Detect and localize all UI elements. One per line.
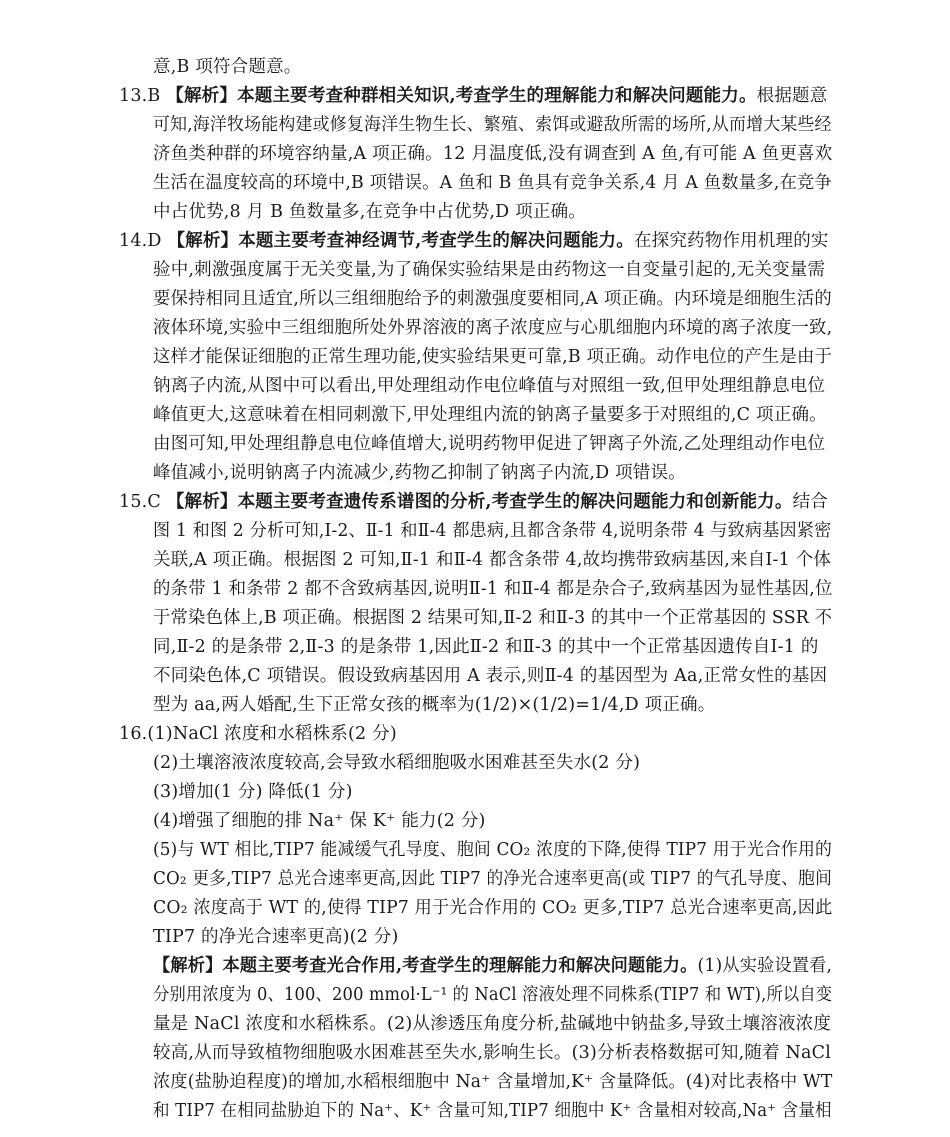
- text-line: 14.D 【解析】本题主要考查神经调节,考查学生的解决问题能力。在探究药物作用机理的实: [119, 231, 829, 251]
- analysis-lead: 【解析】本题主要考查遗传系谱图的分析,考查学生的解决问题能力和创新能力。: [166, 492, 793, 512]
- text-line: (4)增强了细胞的排 Na⁺ 保 K⁺ 能力(2 分): [153, 811, 486, 831]
- text-line: (5)与 WT 相比,TIP7 能减缓气孔导度、胞间 CO₂ 浓度的下降,使得 TIP7 用于光合作用的: [153, 840, 833, 860]
- text-line: 济鱼类种群的环境容纳量,A 项正确。12 月温度低,没有调查到 A 鱼,有可能 A 鱼更喜欢: [153, 144, 833, 164]
- text-line: 液体环境,实验中三组细胞所处外界溶液的离子浓度应与心肌细胞内环境的离子浓度一致,: [153, 318, 833, 338]
- text-line: 这样才能保证细胞的正常生理功能,使实验结果更可靠,B 项正确。动作电位的产生是由于: [153, 347, 833, 367]
- analysis-lead: 【解析】本题主要考查光合作用,考查学生的理解能力和解决问题能力。: [153, 956, 698, 976]
- text-line: 16.(1)NaCl 浓度和水稻株系(2 分): [119, 724, 397, 744]
- text-line: 的条带 1 和条带 2 都不含致病基因,说明Ⅱ-1 和Ⅱ-4 都是杂合子,致病基因为显性基因,位: [153, 579, 833, 599]
- text-line: (3)增加(1 分) 降低(1 分): [153, 782, 353, 802]
- text-line: 图 1 和图 2 分析可知,Ⅰ-2、Ⅱ-1 和Ⅱ-4 都患病,且都含条带 4,说明条带 4 与致病基因紧密: [153, 521, 832, 541]
- text-line: 【解析】本题主要考查光合作用,考查学生的理解能力和解决问题能力。(1)从实验设置看,: [153, 956, 833, 976]
- text-line: 关联,A 项正确。根据图 2 可知,Ⅱ-1 和Ⅱ-4 都含条带 4,故均携带致病基因,来自Ⅰ-1 个体: [153, 550, 832, 570]
- text-line: 要保持相同且适宜,所以三组细胞给予的刺激强度要相同,A 项正确。内环境是细胞生活的: [153, 289, 832, 309]
- text-line: 由图可知,甲处理组静息电位峰值增大,说明药物甲促进了钾离子外流,乙处理组动作电位: [153, 434, 826, 454]
- text-line: 13.B 【解析】本题主要考查种群相关知识,考查学生的理解能力和解决问题能力。根据题意: [119, 86, 828, 106]
- text-line: 较高,从而导致植物细胞吸水困难甚至失水,影响生长。(3)分析表格数据可知,随着 NaCl: [153, 1043, 832, 1063]
- text-line: 量是 NaCl 浓度和水稻株系。(2)从渗透压角度分析,盐碱地中钠盐多,导致土壤溶液浓度: [153, 1014, 832, 1034]
- text-line: TIP7 的净光合速率更高)(2 分): [153, 927, 399, 947]
- text-line: 分别用浓度为 0、100、200 mmol·L⁻¹ 的 NaCl 溶液处理不同株系(TIP7 和 WT),所以自变: [153, 985, 833, 1005]
- text-line: 15.C 【解析】本题主要考查遗传系谱图的分析,考查学生的解决问题能力和创新能力。结合: [119, 492, 828, 512]
- text-line: 可知,海洋牧场能构建或修复海洋生物生长、繁殖、索饵或避敌所需的场所,从而增大某些经: [153, 115, 832, 135]
- analysis-lead: 【解析】本题主要考查种群相关知识,考查学生的理解能力和解决问题能力。: [166, 86, 757, 106]
- text-line: 生活在温度较高的环境中,B 项错误。A 鱼和 B 鱼具有竞争关系,4 月 A 鱼数量多,在竞争: [153, 173, 832, 193]
- text-line: CO₂ 更多,TIP7 总光合速率更高,因此 TIP7 的净光合速率更高(或 TIP7 的气孔导度、胞间: [153, 869, 832, 889]
- text-line: 和 TIP7 在相同盐胁迫下的 Na⁺、K⁺ 含量可知,TIP7 细胞中 K⁺ 含量相对较高,Na⁺ 含量相: [153, 1101, 832, 1121]
- text-line: 同,Ⅱ-2 的是条带 2,Ⅱ-3 的是条带 1,因此Ⅱ-2 和Ⅱ-3 的其中一个正常基因遗传自Ⅰ-1 的: [153, 637, 819, 657]
- text-line: 意,B 项符合题意。: [153, 57, 302, 77]
- text-line: 峰值更大,这意味着在相同刺激下,甲处理组内流的钠离子量要多于对照组的,C 项正确。: [153, 405, 827, 425]
- text-line: CO₂ 浓度高于 WT 的,使得 TIP7 用于光合作用的 CO₂ 更多,TIP7 总光合速率更高,因此: [153, 898, 833, 918]
- text-line: 于常染色体上,B 项正确。根据图 2 结果可知,Ⅱ-2 和Ⅱ-3 的其中一个正常基因的 SSR 不: [153, 608, 833, 628]
- text-line: 不同染色体,C 项错误。假设致病基因用 A 表示,则Ⅱ-4 的基因型为 Aa,正常女性的基因: [153, 666, 828, 686]
- text-line: 型为 aa,两人婚配,生下正常女孩的概率为(1/2)×(1/2)=1/4,D 项正确。: [153, 695, 716, 715]
- text-line: 峰值减小,说明钠离子内流减少,药物乙抑制了钠离子内流,D 项错误。: [153, 463, 686, 483]
- text-line: 中占优势,8 月 B 鱼数量多,在竞争中占优势,D 项正确。: [153, 202, 586, 222]
- text-line: 钠离子内流,从图中可以看出,甲处理组动作电位峰值与对照组一致,但甲处理组静息电位: [153, 376, 826, 396]
- text-line: 验中,刺激强度属于无关变量,为了确保实验结果是由药物这一自变量引起的,无关变量需: [153, 260, 826, 280]
- text-line: 浓度(盐胁迫程度)的增加,水稻根细胞中 Na⁺ 含量增加,K⁺ 含量降低。(4)对比表格中 WT: [153, 1072, 833, 1092]
- text-line: (2)土壤溶液浓度较高,会导致水稻细胞吸水困难甚至失水(2 分): [153, 753, 641, 773]
- analysis-lead: 【解析】本题主要考查神经调节,考查学生的解决问题能力。: [167, 231, 634, 251]
